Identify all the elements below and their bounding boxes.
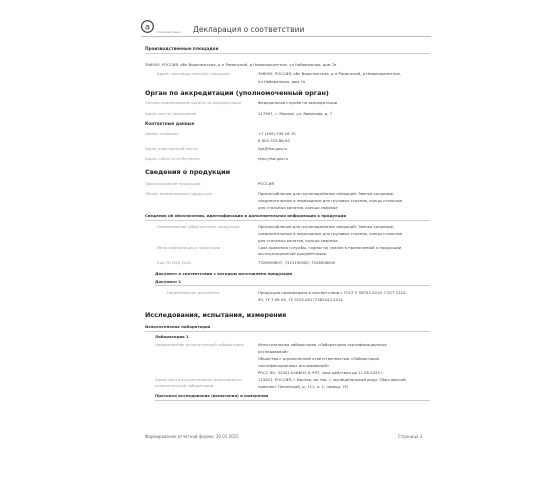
lab-name-line-2: исследований» (258, 349, 289, 354)
footer-page: Страница 3 (398, 434, 423, 439)
production-address-1: 396005, РОССИЯ, обл Воронежская, р-н Рамонский, д Новоподклетное, ул Набережная, дом 7а (145, 62, 337, 67)
footer-formed: Формирование отчетной формы: 30.01.2025 (145, 434, 239, 439)
other-info-label: Иная информация о продукции (157, 245, 221, 250)
production-address-value-2: ул Набережная, дом 7а (258, 79, 306, 84)
accreditation-address-label: Адрес места нахождения (145, 111, 197, 116)
lab-address-label-2: испытательной лаборатории (155, 383, 214, 388)
production-title: Производственные площадки (145, 46, 219, 51)
svg-text:a: a (144, 21, 151, 32)
logo-text: Росаккредитация (157, 31, 181, 34)
lab-address-label-1: Адрес места осуществления деятельности (155, 377, 242, 382)
doc-name-label: Наименование документа (167, 290, 220, 295)
lab-name-line-3: Общество с ограниченной ответственностью «Лаборатория (258, 356, 380, 361)
lab-name-line-5: POCC RU. 32001.04ИБН1.Н.ЧЯТ, срок действия до 11.08.2025 г. (258, 370, 385, 375)
divider (145, 331, 430, 332)
doc-title: Документ о соответствии с которым изготовлена продукция (155, 271, 293, 276)
divider (145, 220, 430, 221)
email-label: Адрес электронной почты (145, 146, 198, 151)
accreditation-name-label: Полное наименование органа по аккредитации (145, 100, 242, 105)
doc-line-2: 93, ТУ 3 06 ХХ, ТУ 3150-00177482443-2014 (258, 297, 343, 302)
phone-label: Номер телефона (145, 131, 179, 136)
origin-value: РОССИЯ (258, 181, 275, 186)
divider (145, 53, 430, 54)
email-value: fgis@fsa.gov.ru (258, 146, 288, 151)
tnved-label: Код ТН ВЭД ЕАЭС (157, 260, 192, 265)
site-label: Адрес сайта сети Интернет (145, 156, 201, 161)
production-address-value-1: 396005, РОССИЯ, обл Воронежская, р-н Рамонский, д Новоподклетное, (258, 71, 402, 76)
general-name-line-1: Приспособления для грузоподъёмных операций: Звенья концевые, (258, 191, 395, 196)
general-name-line-2: соединительные и переходные для грузовых стропов, концы стальные (258, 198, 403, 203)
accreditation-address-value: 117997, г. Москва, ул. Вавилова, д. 7 (258, 111, 333, 116)
name-label: Наименование (обозначение) продукции (157, 224, 240, 229)
general-name-label: Общее наименование продукции (145, 191, 213, 196)
phone-2: 8 800-333-88-00 (258, 138, 290, 143)
other-info-line-2: эксплуатационной документации (258, 251, 327, 256)
page-title: Декларация о соответствии (193, 25, 305, 34)
production-address-label: Адрес производственной площадки (157, 71, 230, 76)
general-name-line-3: для стальных канатов, кольца сварные (258, 205, 338, 210)
lab-sub: Лаборатория 1 (155, 334, 189, 339)
name-line-2: соединительные и переходные для грузовых стропов, концы стальные (258, 231, 403, 236)
tnved-value: 7326909807, 7315190000, 7326908000 (258, 260, 336, 265)
divider (155, 285, 430, 286)
rosaccreditation-logo-icon (141, 20, 154, 33)
research-title: Исследования, испытания, измерения (145, 311, 287, 319)
phone-1: +7 (495) 539 26 70 (258, 131, 296, 136)
info-title: Сведения об обозначении, идентификации и дополнительная информация о продукции (145, 213, 347, 218)
name-line-3: для стальных канатов, кольца сварные (258, 238, 338, 243)
product-title: Сведения о продукции (145, 168, 231, 176)
other-info-line-1: Срок хранения (службы, годности) указан в прилагаемой к продукции (258, 245, 402, 250)
lab-name-line-1: Испытательная лаборатория «Лаборатория сертификационных (258, 342, 387, 347)
lab-address-line-2: проспект Ленинский, д. 111, к. 1, помещ. 7Н (258, 384, 348, 389)
header-divider (141, 36, 431, 37)
lab-title: Испытательная лаборатория (145, 324, 211, 329)
doc-line-1: Продукция произведена в соответствии с ГОСТ Р 58753-2019, ГОСТ 2224- (258, 290, 407, 295)
contacts-title: Контактные данные (145, 121, 195, 126)
site-value: http://fsa.gov.ru (258, 156, 289, 161)
lab-address-line-1: 115621, РОССИЯ, г Москва, вн.тер. г. муниципальный округ Обручевский, (258, 377, 407, 382)
divider (155, 400, 430, 401)
protocol-title: Протокол исследования (испытания) и измерения (155, 393, 269, 398)
accreditation-title: Орган по аккредитации (уполномоченный орган) (145, 89, 329, 97)
name-line-1: Приспособления для грузоподъёмных операций: Звенья концевые, (258, 224, 395, 229)
doc-sub: Документ 1 (155, 279, 182, 284)
lab-name-label: Наименование испытательной лаборатории (155, 342, 245, 347)
origin-label: Происхождение продукции (145, 181, 201, 186)
lab-name-line-4: сертификационных исследований» (258, 363, 330, 368)
accreditation-name-value: Федеральная служба по аккредитации (258, 100, 338, 105)
